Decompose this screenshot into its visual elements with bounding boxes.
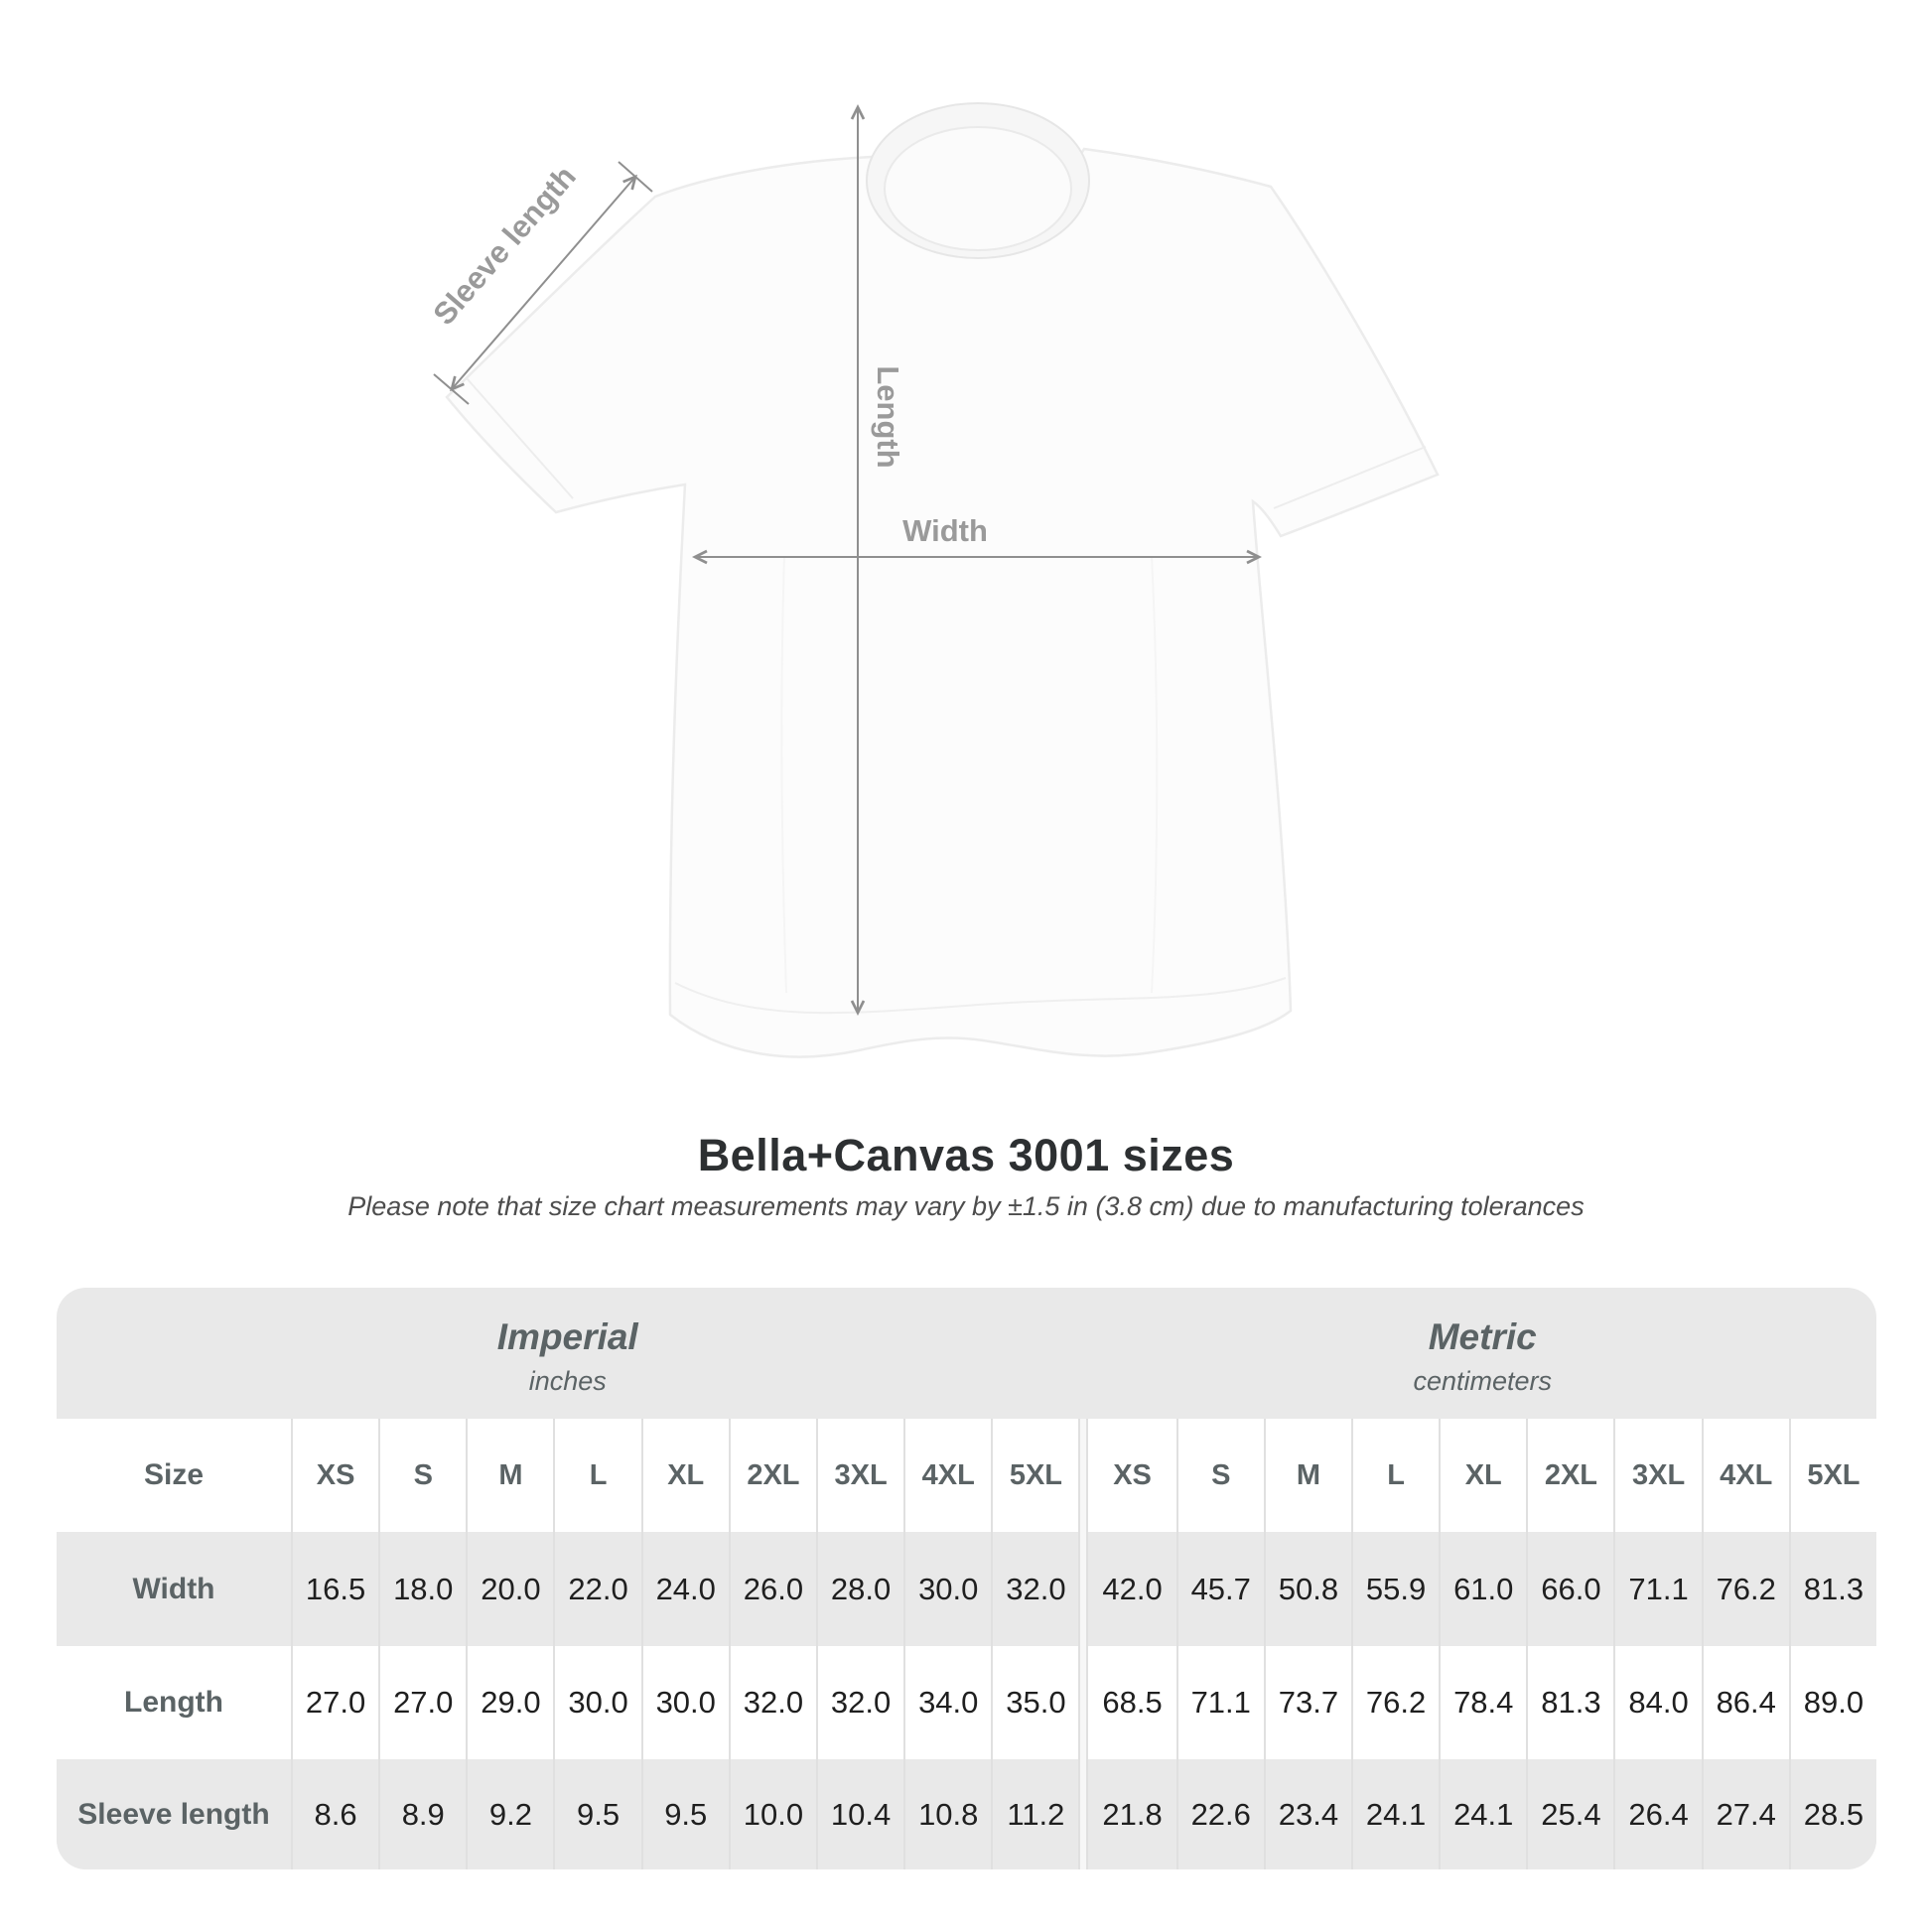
sleeve-imperial-s: 8.9: [378, 1759, 466, 1869]
size-header-imperial-m: M: [466, 1419, 553, 1532]
length-imperial-3xl: 32.0: [816, 1646, 903, 1759]
metric-unit: centimeters: [1413, 1365, 1553, 1396]
width-metric-5xl: 81.3: [1789, 1532, 1876, 1646]
group-header-gap: [1078, 1288, 1088, 1419]
size-header-metric-xs: XS: [1088, 1419, 1175, 1532]
sleeve-imperial-xl: 9.5: [641, 1759, 729, 1869]
page-title: Bella+Canvas 3001 sizes: [697, 1130, 1235, 1180]
size-header-imperial-xs: XS: [291, 1419, 378, 1532]
sleeve-imperial-2xl: 10.0: [729, 1759, 816, 1869]
sleeve-metric-m: 23.4: [1264, 1759, 1351, 1869]
dimension-tick: [619, 162, 652, 192]
row-label-length: Length: [57, 1646, 291, 1759]
length-imperial-2xl: 32.0: [729, 1646, 816, 1759]
length-imperial-xl: 30.0: [641, 1646, 729, 1759]
width-imperial-5xl: 32.0: [991, 1532, 1078, 1646]
sleeve-imperial-3xl: 10.4: [816, 1759, 903, 1869]
length-metric-2xl: 81.3: [1526, 1646, 1613, 1759]
sleeve-imperial-xs: 8.6: [291, 1759, 378, 1869]
tshirt-silhouette: [447, 103, 1438, 1057]
length-imperial-4xl: 34.0: [903, 1646, 991, 1759]
group-gap: [1078, 1532, 1088, 1646]
length-imperial-s: 27.0: [378, 1646, 466, 1759]
width-imperial-4xl: 30.0: [903, 1532, 991, 1646]
width-metric-3xl: 71.1: [1613, 1532, 1701, 1646]
sleeve-metric-s: 22.6: [1176, 1759, 1264, 1869]
size-header-imperial-2xl: 2XL: [729, 1419, 816, 1532]
width-imperial-l: 22.0: [553, 1532, 640, 1646]
size-table: [57, 1288, 1876, 1869]
width-label: Width: [902, 513, 988, 548]
length-metric-s: 71.1: [1176, 1646, 1264, 1759]
imperial-unit: inches: [528, 1365, 607, 1396]
size-header-imperial-4xl: 4XL: [903, 1419, 991, 1532]
width-imperial-m: 20.0: [466, 1532, 553, 1646]
sleeve-imperial-m: 9.2: [466, 1759, 553, 1869]
size-header-imperial-xl: XL: [641, 1419, 729, 1532]
row-label-width: Width: [57, 1532, 291, 1646]
length-metric-xs: 68.5: [1088, 1646, 1175, 1759]
width-imperial-xs: 16.5: [291, 1532, 378, 1646]
length-metric-3xl: 84.0: [1613, 1646, 1701, 1759]
size-header-metric-xl: XL: [1439, 1419, 1526, 1532]
size-header-metric-2xl: 2XL: [1526, 1419, 1613, 1532]
length-label: Length: [871, 365, 905, 469]
size-header-metric-3xl: 3XL: [1613, 1419, 1701, 1532]
size-header-metric-l: L: [1351, 1419, 1439, 1532]
sleeve-metric-4xl: 27.4: [1702, 1759, 1789, 1869]
group-gap: [1078, 1759, 1088, 1869]
size-header-imperial-s: S: [378, 1419, 466, 1532]
sleeve-metric-xs: 21.8: [1088, 1759, 1175, 1869]
sleeve-metric-xl: 24.1: [1439, 1759, 1526, 1869]
size-header-metric-5xl: 5XL: [1789, 1419, 1876, 1532]
width-metric-xl: 61.0: [1439, 1532, 1526, 1646]
size-column-header: Size: [57, 1419, 291, 1532]
group-gap: [1078, 1419, 1088, 1532]
length-metric-5xl: 89.0: [1789, 1646, 1876, 1759]
width-imperial-2xl: 26.0: [729, 1532, 816, 1646]
width-imperial-3xl: 28.0: [816, 1532, 903, 1646]
row-label-sleeve-length: Sleeve length: [57, 1759, 291, 1869]
sleeve-metric-l: 24.1: [1351, 1759, 1439, 1869]
width-metric-4xl: 76.2: [1702, 1532, 1789, 1646]
group-header-metric: [1088, 1288, 1876, 1419]
sleeve-imperial-l: 9.5: [553, 1759, 640, 1869]
width-metric-l: 55.9: [1351, 1532, 1439, 1646]
sleeve-length-label: Sleeve length: [426, 159, 583, 333]
width-metric-m: 50.8: [1264, 1532, 1351, 1646]
length-metric-l: 76.2: [1351, 1646, 1439, 1759]
metric-label: Metric: [1428, 1315, 1537, 1357]
width-metric-2xl: 66.0: [1526, 1532, 1613, 1646]
width-imperial-xl: 24.0: [641, 1532, 729, 1646]
length-imperial-xs: 27.0: [291, 1646, 378, 1759]
length-imperial-5xl: 35.0: [991, 1646, 1078, 1759]
sleeve-metric-5xl: 28.5: [1789, 1759, 1876, 1869]
sleeve-metric-2xl: 25.4: [1526, 1759, 1613, 1869]
width-metric-xs: 42.0: [1088, 1532, 1175, 1646]
length-imperial-m: 29.0: [466, 1646, 553, 1759]
length-imperial-l: 30.0: [553, 1646, 640, 1759]
width-metric-s: 45.7: [1176, 1532, 1264, 1646]
length-metric-m: 73.7: [1264, 1646, 1351, 1759]
sleeve-metric-3xl: 26.4: [1613, 1759, 1701, 1869]
group-gap: [1078, 1646, 1088, 1759]
size-header-imperial-3xl: 3XL: [816, 1419, 903, 1532]
size-header-metric-s: S: [1176, 1419, 1264, 1532]
size-header-metric-m: M: [1264, 1419, 1351, 1532]
width-imperial-s: 18.0: [378, 1532, 466, 1646]
group-header-imperial: [57, 1288, 1078, 1419]
page-subtitle: Please note that size chart measurements may vary by ±1.5 in (3.8 cm) due to manufacturing tolerances: [347, 1191, 1585, 1221]
size-header-metric-4xl: 4XL: [1702, 1419, 1789, 1532]
length-metric-xl: 78.4: [1439, 1646, 1526, 1759]
size-header-imperial-5xl: 5XL: [991, 1419, 1078, 1532]
imperial-label: Imperial: [496, 1315, 638, 1357]
sleeve-imperial-4xl: 10.8: [903, 1759, 991, 1869]
sleeve-imperial-5xl: 11.2: [991, 1759, 1078, 1869]
size-header-imperial-l: L: [553, 1419, 640, 1532]
length-metric-4xl: 86.4: [1702, 1646, 1789, 1759]
